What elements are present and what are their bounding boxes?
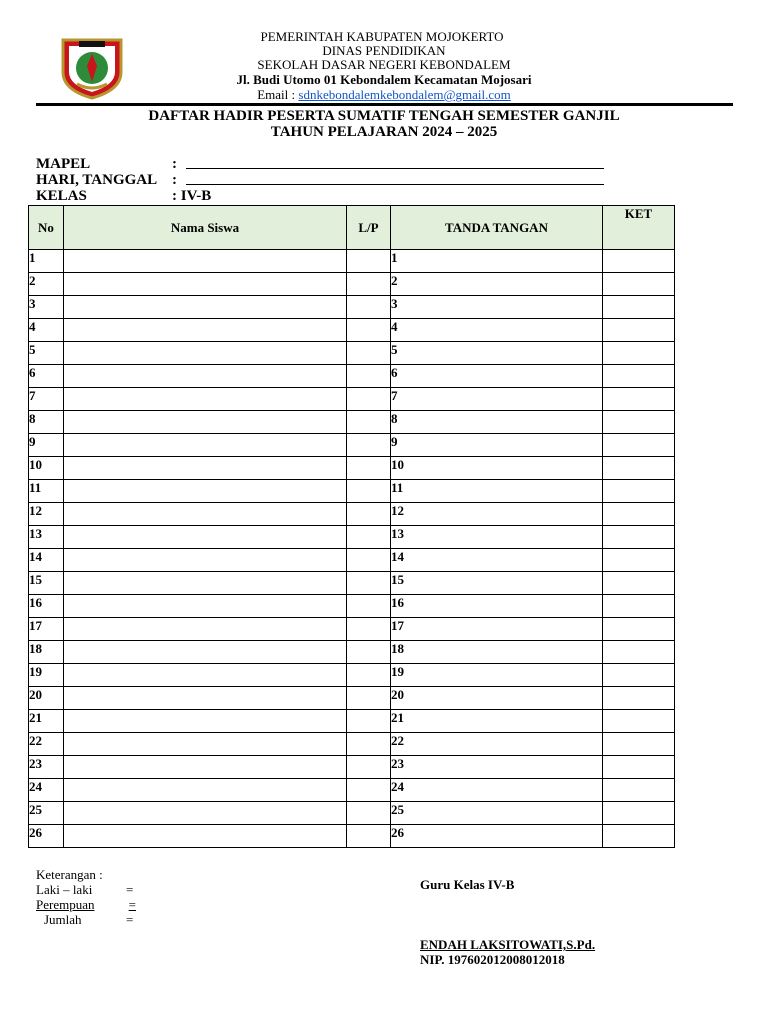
row-tanda-tangan-cell[interactable]: 3	[391, 296, 603, 319]
row-ket-cell[interactable]	[603, 779, 675, 802]
row-lp-cell[interactable]	[347, 273, 391, 296]
row-lp-cell[interactable]	[347, 802, 391, 825]
row-lp-cell[interactable]	[347, 779, 391, 802]
row-number: 10	[29, 457, 64, 480]
row-nama-siswa-cell[interactable]	[64, 802, 347, 825]
letterhead-divider	[36, 103, 733, 106]
row-tanda-tangan-cell[interactable]: 8	[391, 411, 603, 434]
header-email-link[interactable]: sdnkebondalemkebondalem@gmail.com	[298, 87, 511, 102]
row-nama-siswa-cell[interactable]	[64, 756, 347, 779]
field-hari-colon: :	[172, 172, 177, 188]
row-nama-siswa-cell[interactable]	[64, 480, 347, 503]
row-lp-cell[interactable]	[347, 342, 391, 365]
row-nama-siswa-cell[interactable]	[64, 273, 347, 296]
table-row	[29, 250, 675, 273]
header-email-label: Email :	[257, 87, 299, 102]
row-ket-cell[interactable]	[603, 250, 675, 273]
table-row	[29, 480, 675, 503]
row-lp-cell[interactable]	[347, 365, 391, 388]
table-row	[29, 319, 675, 342]
row-number: 7	[29, 388, 64, 411]
document-subtitle: TAHUN PELAJARAN 2024 – 2025	[270, 124, 498, 140]
field-kelas-label: KELAS	[36, 188, 87, 204]
row-ket-cell[interactable]	[603, 480, 675, 503]
row-lp-cell[interactable]	[347, 457, 391, 480]
table-row	[29, 779, 675, 802]
row-lp-cell[interactable]	[347, 411, 391, 434]
row-ket-cell[interactable]	[603, 825, 675, 848]
row-number: 17	[29, 618, 64, 641]
row-number: 25	[29, 802, 64, 825]
row-ket-cell[interactable]	[603, 365, 675, 388]
row-lp-cell[interactable]	[347, 319, 391, 342]
attendance-table	[28, 205, 675, 848]
row-nama-siswa-cell[interactable]	[64, 526, 347, 549]
signature-nip: NIP. 197602012008012018	[420, 952, 565, 967]
row-ket-cell[interactable]	[603, 618, 675, 641]
row-tanda-tangan-cell[interactable]: 5	[391, 342, 603, 365]
row-number: 6	[29, 365, 64, 388]
row-number: 26	[29, 825, 64, 848]
row-lp-cell[interactable]	[347, 572, 391, 595]
row-lp-cell[interactable]	[347, 503, 391, 526]
table-row	[29, 618, 675, 641]
table-row	[29, 802, 675, 825]
row-ket-cell[interactable]	[603, 273, 675, 296]
row-nama-siswa-cell[interactable]	[64, 296, 347, 319]
row-ket-cell[interactable]	[603, 756, 675, 779]
row-nama-siswa-cell[interactable]	[64, 595, 347, 618]
row-tanda-tangan-cell[interactable]: 18	[391, 641, 603, 664]
header-school-name: SEKOLAH DASAR NEGERI KEBONDALEM	[257, 57, 511, 72]
row-lp-cell[interactable]	[347, 296, 391, 319]
signature-title: Guru Kelas IV-B	[420, 877, 515, 892]
document-title: DAFTAR HADIR PESERTA SUMATIF TENGAH SEMESTER GANJIL	[148, 108, 620, 124]
row-number: 19	[29, 664, 64, 687]
row-tanda-tangan-cell[interactable]: 24	[391, 779, 603, 802]
row-tanda-tangan-cell[interactable]: 13	[391, 526, 603, 549]
row-nama-siswa-cell[interactable]	[64, 687, 347, 710]
row-tanda-tangan-cell[interactable]: 7	[391, 388, 603, 411]
row-lp-cell[interactable]	[347, 595, 391, 618]
table-row	[29, 572, 675, 595]
table-row	[29, 365, 675, 388]
field-mapel-colon: :	[172, 156, 177, 172]
table-row	[29, 595, 675, 618]
table-row	[29, 549, 675, 572]
row-number: 1	[29, 250, 64, 273]
row-number: 22	[29, 733, 64, 756]
row-number: 24	[29, 779, 64, 802]
row-tanda-tangan-cell[interactable]: 19	[391, 664, 603, 687]
row-lp-cell[interactable]	[347, 641, 391, 664]
legend-perempuan-equals: =	[128, 897, 136, 912]
table-row	[29, 503, 675, 526]
row-nama-siswa-cell[interactable]	[64, 618, 347, 641]
row-nama-siswa-cell[interactable]	[64, 503, 347, 526]
row-ket-cell[interactable]	[603, 296, 675, 319]
row-lp-cell[interactable]	[347, 434, 391, 457]
field-mapel-blank[interactable]	[186, 168, 604, 169]
field-mapel	[36, 156, 177, 172]
row-number: 13	[29, 526, 64, 549]
table-row	[29, 687, 675, 710]
row-number: 8	[29, 411, 64, 434]
row-ket-cell[interactable]	[603, 319, 675, 342]
row-lp-cell[interactable]	[347, 526, 391, 549]
row-nama-siswa-cell[interactable]	[64, 549, 347, 572]
row-tanda-tangan-cell[interactable]: 10	[391, 457, 603, 480]
table-row	[29, 457, 675, 480]
table-row	[29, 526, 675, 549]
row-tanda-tangan-cell[interactable]: 25	[391, 802, 603, 825]
row-tanda-tangan-cell[interactable]: 16	[391, 595, 603, 618]
row-tanda-tangan-cell[interactable]: 4	[391, 319, 603, 342]
table-row	[29, 342, 675, 365]
table-header-row	[29, 206, 675, 250]
row-ket-cell[interactable]	[603, 526, 675, 549]
row-nama-siswa-cell[interactable]	[64, 250, 347, 273]
row-nama-siswa-cell[interactable]	[64, 319, 347, 342]
header-address: Jl. Budi Utomo 01 Kebondalem Kecamatan Mojosari	[236, 72, 532, 87]
row-ket-cell[interactable]	[603, 733, 675, 756]
row-lp-cell[interactable]	[347, 710, 391, 733]
row-lp-cell[interactable]	[347, 480, 391, 503]
row-lp-cell[interactable]	[347, 687, 391, 710]
row-ket-cell[interactable]	[603, 549, 675, 572]
row-nama-siswa-cell[interactable]	[64, 664, 347, 687]
row-ket-cell[interactable]	[603, 641, 675, 664]
row-ket-cell[interactable]	[603, 457, 675, 480]
row-lp-cell[interactable]	[347, 549, 391, 572]
row-nama-siswa-cell[interactable]	[64, 641, 347, 664]
row-ket-cell[interactable]	[603, 687, 675, 710]
table-row	[29, 664, 675, 687]
row-nama-siswa-cell[interactable]	[64, 388, 347, 411]
row-tanda-tangan-cell[interactable]: 12	[391, 503, 603, 526]
row-ket-cell[interactable]	[603, 572, 675, 595]
col-header-tanda-tangan: TANDA TANGAN	[391, 206, 603, 250]
row-tanda-tangan-cell[interactable]: 22	[391, 733, 603, 756]
row-nama-siswa-cell[interactable]	[64, 733, 347, 756]
field-hari-blank[interactable]	[186, 184, 604, 185]
row-tanda-tangan-cell[interactable]: 1	[391, 250, 603, 273]
row-number: 12	[29, 503, 64, 526]
row-number: 16	[29, 595, 64, 618]
row-nama-siswa-cell[interactable]	[64, 572, 347, 595]
row-tanda-tangan-cell[interactable]: 2	[391, 273, 603, 296]
legend-laki-equals: =	[126, 882, 134, 897]
col-header-lp: L/P	[347, 206, 391, 250]
row-ket-cell[interactable]	[603, 802, 675, 825]
row-number: 11	[29, 480, 64, 503]
row-lp-cell[interactable]	[347, 664, 391, 687]
row-ket-cell[interactable]	[603, 342, 675, 365]
table-row	[29, 388, 675, 411]
col-header-nama: Nama Siswa	[64, 206, 347, 250]
row-lp-cell[interactable]	[347, 250, 391, 273]
row-nama-siswa-cell[interactable]	[64, 365, 347, 388]
row-tanda-tangan-cell[interactable]: 14	[391, 549, 603, 572]
table-row	[29, 733, 675, 756]
table-row	[29, 710, 675, 733]
row-tanda-tangan-cell[interactable]: 15	[391, 572, 603, 595]
row-number: 21	[29, 710, 64, 733]
row-nama-siswa-cell[interactable]	[64, 710, 347, 733]
legend-jumlah-label: Jumlah	[44, 912, 82, 927]
row-tanda-tangan-cell[interactable]: 17	[391, 618, 603, 641]
row-nama-siswa-cell[interactable]	[64, 457, 347, 480]
row-tanda-tangan-cell[interactable]: 23	[391, 756, 603, 779]
field-kelas	[36, 188, 211, 204]
field-mapel-label: MAPEL	[36, 156, 91, 172]
row-lp-cell[interactable]	[347, 825, 391, 848]
signature-name: ENDAH LAKSITOWATI,S.Pd.	[420, 937, 596, 952]
row-lp-cell[interactable]	[347, 733, 391, 756]
row-lp-cell[interactable]	[347, 618, 391, 641]
table-row	[29, 756, 675, 779]
header-email-line	[0, 88, 768, 102]
col-header-ket: KET	[603, 206, 675, 250]
row-number: 9	[29, 434, 64, 457]
table-row	[29, 434, 675, 457]
row-nama-siswa-cell[interactable]	[64, 411, 347, 434]
row-ket-cell[interactable]	[603, 434, 675, 457]
row-number: 18	[29, 641, 64, 664]
table-row	[29, 641, 675, 664]
row-number: 20	[29, 687, 64, 710]
row-tanda-tangan-cell[interactable]: 21	[391, 710, 603, 733]
row-ket-cell[interactable]	[603, 503, 675, 526]
row-ket-cell[interactable]	[603, 388, 675, 411]
row-number: 14	[29, 549, 64, 572]
row-tanda-tangan-cell[interactable]: 6	[391, 365, 603, 388]
legend-title: Keterangan :	[36, 867, 103, 882]
row-tanda-tangan-cell[interactable]: 20	[391, 687, 603, 710]
field-kelas-value: : IV-B	[172, 188, 212, 204]
table-row	[29, 825, 675, 848]
row-ket-cell[interactable]	[603, 710, 675, 733]
field-hari-label: HARI, TANGGAL	[36, 172, 158, 188]
header-government: PEMERINTAH KABUPATEN MOJOKERTO	[260, 29, 504, 44]
table-row	[29, 273, 675, 296]
row-tanda-tangan-cell[interactable]: 26	[391, 825, 603, 848]
row-nama-siswa-cell[interactable]	[64, 779, 347, 802]
row-number: 5	[29, 342, 64, 365]
row-ket-cell[interactable]	[603, 595, 675, 618]
row-nama-siswa-cell[interactable]	[64, 434, 347, 457]
row-tanda-tangan-cell[interactable]: 9	[391, 434, 603, 457]
row-tanda-tangan-cell[interactable]: 11	[391, 480, 603, 503]
row-nama-siswa-cell[interactable]	[64, 342, 347, 365]
row-ket-cell[interactable]	[603, 664, 675, 687]
row-ket-cell[interactable]	[603, 411, 675, 434]
field-hari-tanggal	[36, 172, 177, 188]
row-number: 23	[29, 756, 64, 779]
legend-jumlah-equals: =	[126, 912, 134, 927]
row-number: 2	[29, 273, 64, 296]
col-header-no: No	[29, 206, 64, 250]
table-row	[29, 411, 675, 434]
legend-laki-label: Laki – laki	[36, 882, 93, 897]
row-lp-cell[interactable]	[347, 388, 391, 411]
row-lp-cell[interactable]	[347, 756, 391, 779]
table-row	[29, 296, 675, 319]
row-number: 15	[29, 572, 64, 595]
header-department: DINAS PENDIDIKAN	[322, 43, 446, 58]
row-number: 3	[29, 296, 64, 319]
row-nama-siswa-cell[interactable]	[64, 825, 347, 848]
row-number: 4	[29, 319, 64, 342]
legend-perempuan-label: Perempuan	[36, 897, 95, 912]
